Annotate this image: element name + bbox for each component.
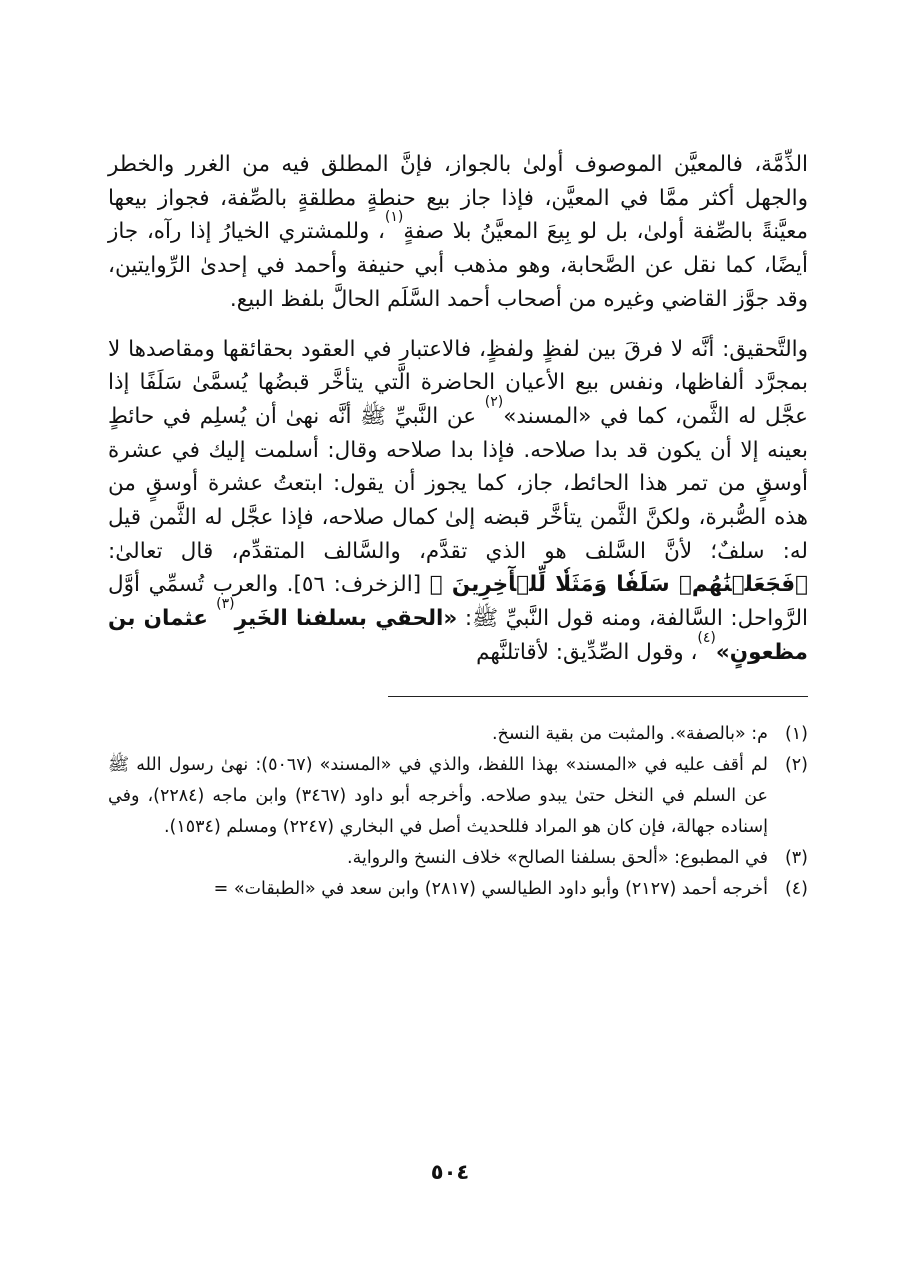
quran-verse: ﴿فَجَعَلۡنَٰهُمۡ سَلَفٗا وَمَثَلٗا لِّلۡأٓخِرِينَ ﴾ xyxy=(429,572,808,598)
paragraph-1-text-b: ، وللمشتري الخيارُ إذا رآه، جاز أيضًا، كما نقل عن الصَّحابة، وهو مذهب أبي حنيفة وأحمد في إحدىٰ الرِّوايتين، وقد جوَّز القاضي وغيره من أصحاب أحمد السَّلَم الحالَّ بلفظ البيع. xyxy=(108,219,808,312)
footnote-3 xyxy=(108,843,808,874)
footnote-1 xyxy=(108,719,808,750)
footnote-text: لم أقف عليه في «المسند» بهذا اللفظ، والذي في «المسند» (٥٠٦٧): نهىٰ رسول الله ﷺ عن السلم في النخل حتىٰ يبدو صلاحه. وأخرجه أبو داود (٣٤٦٧) وابن ماجه (٢٢٨٤)، وفي إسناده جهالة، فإن كان هو المراد فللحديث أصل في البخاري (٢٢٤٧) ومسلم (١٥٣٤). xyxy=(108,754,768,837)
footnote-number: (٢) xyxy=(784,754,808,775)
paragraph-1 xyxy=(108,148,808,317)
hadith-text-a: «الحقي بسلفنا الخَيرِ xyxy=(234,606,458,632)
footnote-ref-3[interactable]: (٣) xyxy=(216,596,235,613)
footnote-divider xyxy=(388,696,808,697)
paragraph-2-text-d: ، وقول الصِّدِّيق: لأقاتلنَّهم xyxy=(476,639,698,665)
footnote-2 xyxy=(108,750,808,843)
paragraph-gap xyxy=(108,317,808,333)
footnote-number: (٤) xyxy=(784,878,808,899)
footnote-ref-1[interactable]: (١) xyxy=(384,209,404,226)
page-body xyxy=(108,148,808,905)
footnote-text: في المطبوع: «ألحق بسلفنا الصالح» خلاف النسخ والرواية. xyxy=(347,847,768,868)
footnote-text: أخرجه أحمد (٢١٢٧) وأبو داود الطيالسي (٢٨١٧) وابن سعد في «الطبقات» = xyxy=(213,878,768,899)
page-number: ٥٠٤ xyxy=(430,1160,470,1184)
footnotes xyxy=(108,719,808,905)
footnote-4 xyxy=(108,874,808,905)
paragraph-2-text-c: [الزخرف: ٥٦]. والعرب تُسمِّي أوَّل الرَّواحل: السَّالفة، ومنه قول النَّبيِّ ﷺ: xyxy=(108,572,808,632)
footnote-number: (١) xyxy=(784,723,808,744)
hadith-text-b: عثمان بن مظعونٍ» xyxy=(108,606,808,665)
main-text xyxy=(108,148,808,670)
paragraph-2-text-a: والتَّحقيق: أنَّه لا فرقَ بين لفظٍ ولفظٍ، فالاعتبار في العقود بحقائقها ومقاصدها لا بمجرَّد ألفاظها، ونفس بيع الأعيان الحاضرة الَّتي يتأخَّر قبضُها يُسمَّىٰ سَلَفًا إذا عجَّل له الثَّمن، كما في «المسند» xyxy=(108,336,808,429)
footnote-ref-4[interactable]: (٤) xyxy=(697,629,716,646)
footnote-number: (٣) xyxy=(784,847,808,868)
paragraph-2 xyxy=(108,333,808,670)
footnote-ref-2[interactable]: (٢) xyxy=(484,393,504,410)
footnote-text: م: «بالصفة». والمثبت من بقية النسخ. xyxy=(491,723,768,744)
paragraph-2-text-b: عن النَّبيِّ ﷺ أنَّه نهىٰ أن يُسلِم في حائطٍ بعينه إلا أن يكون قد بدا صلاحه. فإذا بدا صلاحه وقال: أسلمت إليك في عشرة أوسقٍ من تمر هذا الحائط، جاز، كما يجوز أن يقول: ابتعتُ عشرة أوسقٍ من هذه الصُّبرة، ولكنَّ الثَّمن يتأخَّر قبضه إلىٰ كمال صلاحه، فإذا عجَّل له الثَّمن قيل له: سلفٌ؛ لأنَّ السَّلف هو الذي تقدَّم، والسَّالف المتقدِّم، قال تعالىٰ: xyxy=(108,403,808,564)
paragraph-1-text-a: الذِّمَّة، فالمعيَّن الموصوف أولىٰ بالجواز، فإنَّ المطلق فيه من الغرر والخطر والجهل أكثر ممَّا في المعيَّن، فإذا جاز بيع حنطةٍ مطلقةٍ بالصِّفة، فجواز بيعها معيَّنةً بالصِّفة أولىٰ، بل لو بِيعَ المعيَّنُ بلا صفةٍ xyxy=(108,152,808,245)
